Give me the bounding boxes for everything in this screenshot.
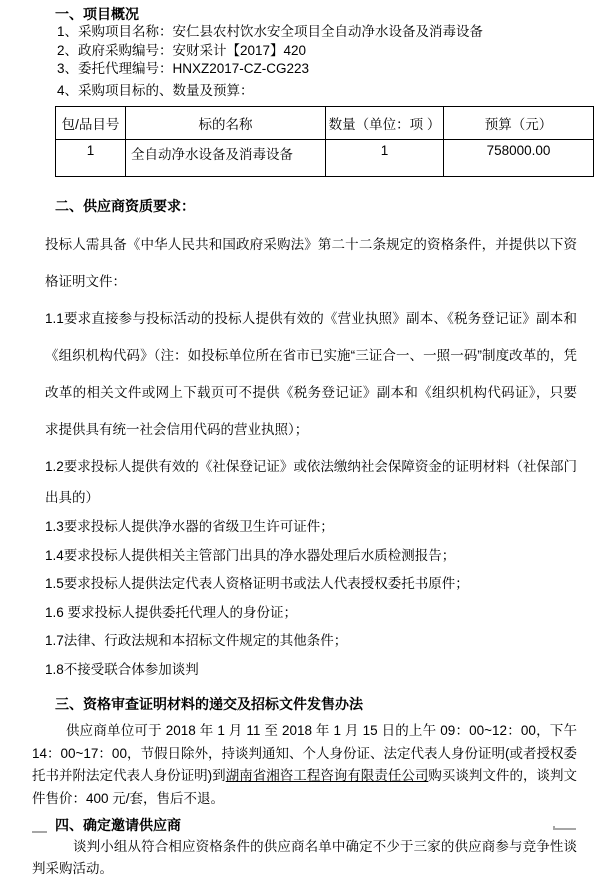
requirement-1-1: 1.1要求直接参与投标活动的投标人提供有效的《营业执照》副本、《税务登记证》副本和《组织机构代码》（注：如投标单位所在省市已实施“三证合一、一照一码”制度改革的，凭改革的相关文件或网上下载页可不提供《税务登记证》副本和《组织机构代码证》，只要求提供具有统一社会信用代码的营业执照）； bbox=[45, 311, 577, 437]
requirement-1-2: 1.2要求投标人提供有效的《社保登记证》或依法缴纳社会保障资金的证明材料（社保部门出具的） bbox=[45, 459, 577, 505]
header-quantity: 数量（单位：项 ） bbox=[326, 107, 444, 140]
section-three-heading: 三、资格审查证明材料的递交及招标文件发售办法 bbox=[55, 696, 363, 712]
table-header-row bbox=[56, 107, 594, 140]
requirement-1-7: 1.7法律、行政法规和本招标文件规定的其他条件； bbox=[45, 633, 348, 648]
section-four-heading: 四、确定邀请供应商 bbox=[55, 817, 181, 833]
requirement-1-6: 1.6 要求投标人提供委托代理人的身份证； bbox=[45, 604, 298, 620]
document-sale-paragraph bbox=[32, 720, 577, 810]
qualification-intro: 投标人需具备《中华人民共和国政府采购法》第二十二条规定的资格条件，并提供以下资格证明文件： bbox=[45, 237, 577, 289]
project-name-item: 1、采购项目名称：安仁县农村饮水安全项目全自动净水设备及消毒设备 bbox=[57, 24, 484, 39]
requirement-1-8: 1.8不接受联合体参加谈判 bbox=[45, 661, 199, 677]
gov-procurement-number-item: 2、政府采购编号：安财采计【2017】420 bbox=[57, 42, 307, 58]
cell-quantity: 1 bbox=[326, 140, 444, 177]
requirement-1-4: 1.4要求投标人提供相关主管部门出具的净水器处理后水质检测报告； bbox=[45, 547, 456, 563]
agency-company-name: 湖南省湘咨工程咨询有限责任公司 bbox=[225, 768, 429, 783]
agency-number-item: 3、委托代理编号：HNXZ2017-CZ-CG223 bbox=[57, 61, 310, 76]
cell-package-no: 1 bbox=[56, 140, 126, 177]
bottom-right-margin-tick bbox=[553, 826, 555, 830]
header-package-no: 包/品目号 bbox=[56, 107, 126, 140]
requirement-1-3: 1.3要求投标人提供净水器的省级卫生许可证件； bbox=[45, 519, 334, 534]
bottom-right-margin-mark bbox=[553, 828, 576, 830]
section-one-heading: 一、项目概况 bbox=[55, 6, 139, 22]
section-two-heading: 二、供应商资质要求： bbox=[55, 198, 195, 214]
sale-text-pre: 供应商单位可于 2018 年 1 月 11 至 2018 年 1 月 15 日的上午 09：00~12：00，下午 14：00~17：00，节假日除外，持谈判通知、个人身份证、法定代表人身份证明(或者授权委托书并附法定代表人身份证明)到 bbox=[32, 723, 577, 783]
header-subject-name: 标的名称 bbox=[126, 107, 326, 140]
header-budget: 预算（元） bbox=[444, 107, 594, 140]
budget-intro-item: 4、采购项目标的、数量及预算： bbox=[57, 82, 254, 98]
procurement-table bbox=[55, 106, 594, 177]
sale-text-post: 购买谈判文件的，谈判文件售价：400 元/套，售后不退。 bbox=[32, 768, 577, 806]
invite-suppliers-paragraph: 谈判小组从符合相应资格条件的供应商名单中确定不少于三家的供应商参与竞争性谈判采购活动。 bbox=[32, 839, 577, 876]
table-row bbox=[56, 140, 594, 177]
bottom-left-margin-mark bbox=[32, 831, 47, 833]
requirement-1-5: 1.5要求投标人提供法定代表人资格证明书或法人代表授权委托书原件； bbox=[45, 576, 469, 591]
cell-subject-name: 全自动净水设备及消毒设备 bbox=[126, 140, 326, 177]
cell-budget: 758000.00 bbox=[444, 140, 594, 177]
